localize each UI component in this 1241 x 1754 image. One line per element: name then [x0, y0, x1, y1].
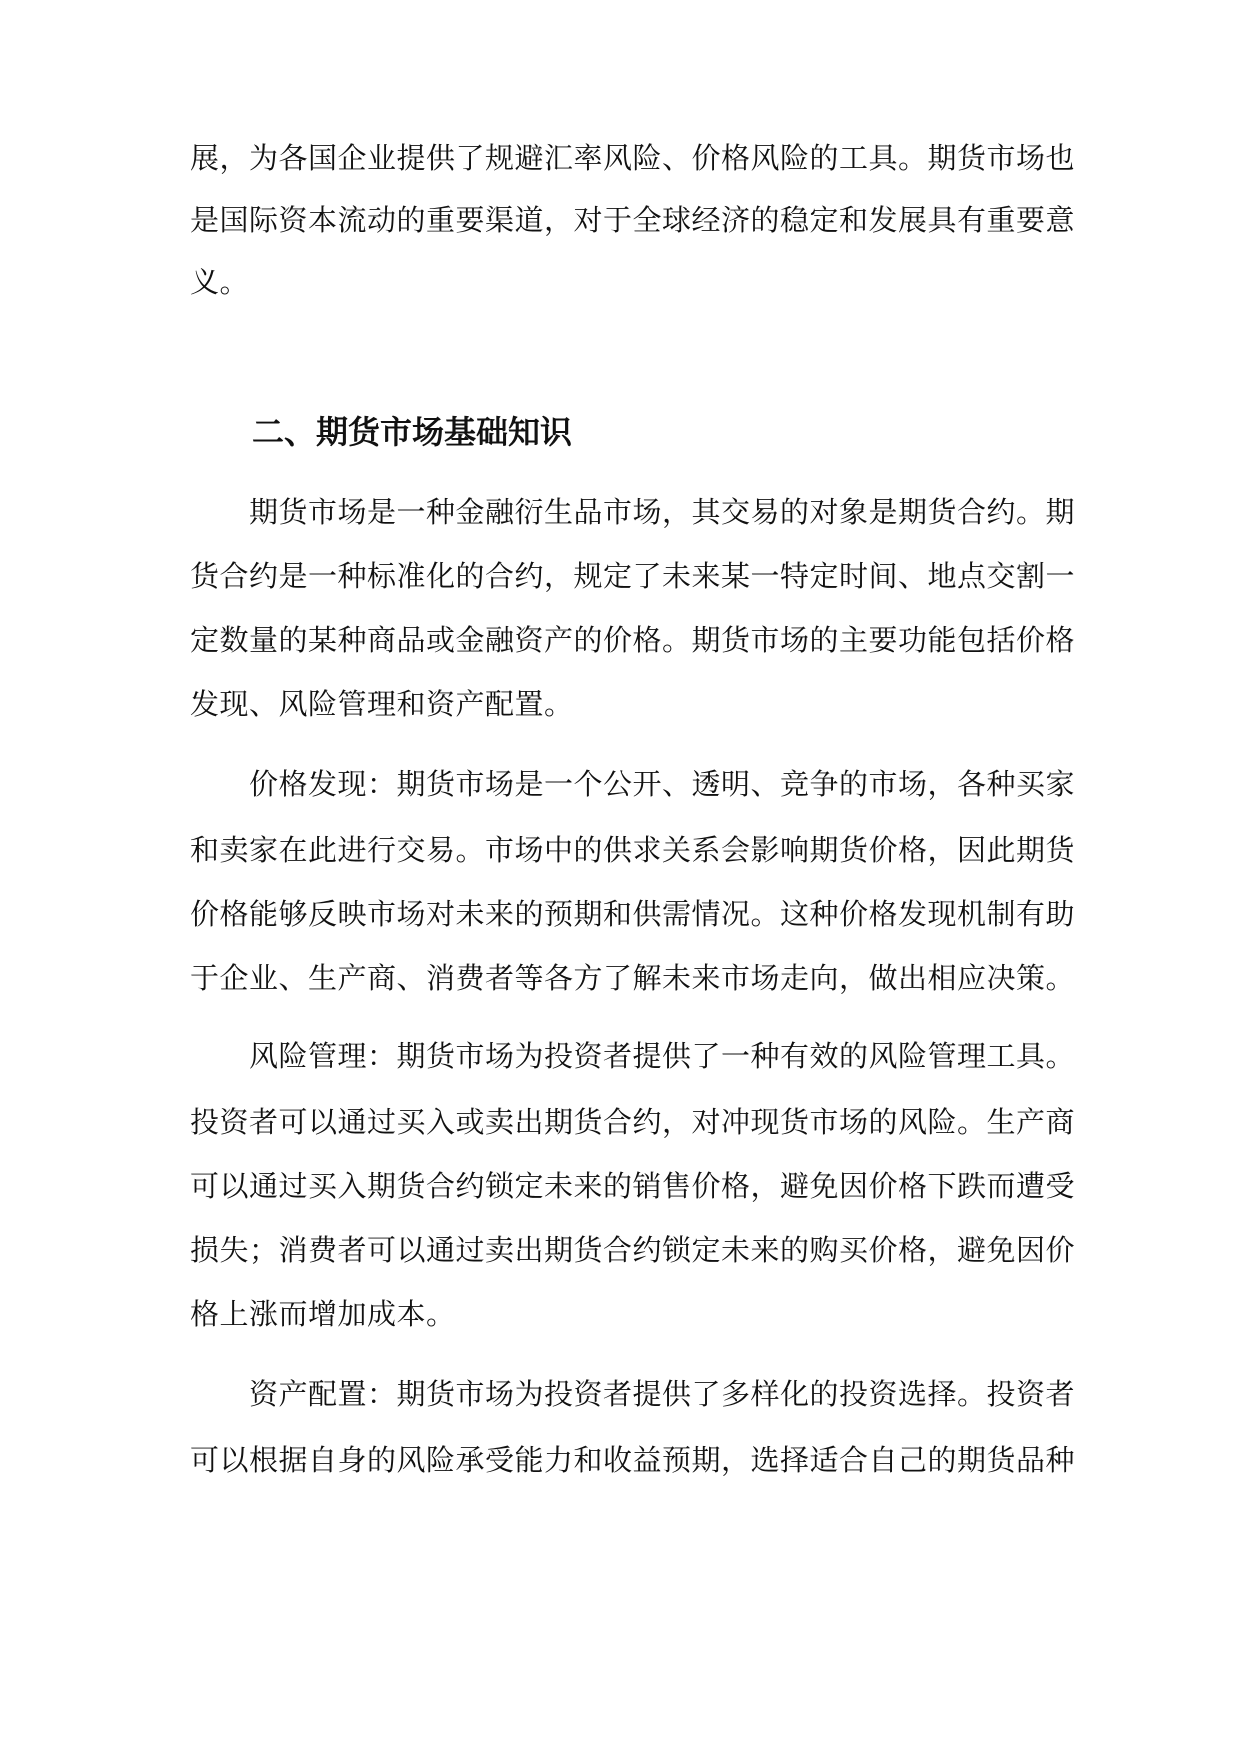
paragraph-line: 和卖家在此进行交易。市场中的供求关系会影响期货价格，因此期货	[190, 833, 1076, 867]
paragraph-line: 可以通过买入期货合约锁定未来的销售价格，避免因价格下跌而遭受	[190, 1169, 1076, 1203]
intro-line: 展，为各国企业提供了规避汇率风险、价格风险的工具。期货市场也	[190, 141, 1076, 175]
paragraph-line: 投资者可以通过买入或卖出期货合约，对冲现货市场的风险。生产商	[190, 1105, 1076, 1139]
section-heading: 二、期货市场基础知识	[252, 413, 573, 451]
paragraph-line: 损失；消费者可以通过卖出期货合约锁定未来的购买价格，避免因价	[190, 1233, 1076, 1267]
paragraph-line: 定数量的某种商品或金融资产的价格。期货市场的主要功能包括价格	[190, 623, 1076, 657]
paragraph-line: 风险管理：期货市场为投资者提供了一种有效的风险管理工具。	[190, 1039, 1076, 1073]
paragraph-line: 期货市场是一种金融衍生品市场，其交易的对象是期货合约。期	[190, 495, 1076, 529]
paragraph-line: 发现、风险管理和资产配置。	[190, 687, 574, 721]
intro-line: 是国际资本流动的重要渠道，对于全球经济的稳定和发展具有重要意	[190, 203, 1076, 237]
paragraph-line: 货合约是一种标准化的合约，规定了未来某一特定时间、地点交割一	[190, 559, 1076, 593]
paragraph-line: 价格能够反映市场对未来的预期和供需情况。这种价格发现机制有助	[190, 897, 1076, 931]
paragraph-line: 于企业、生产商、消费者等各方了解未来市场走向，做出相应决策。	[190, 961, 1076, 995]
paragraph-line: 可以根据自身的风险承受能力和收益预期，选择适合自己的期货品种	[190, 1443, 1076, 1477]
paragraph-line: 格上涨而增加成本。	[190, 1297, 456, 1331]
paragraph-line: 资产配置：期货市场为投资者提供了多样化的投资选择。投资者	[190, 1377, 1076, 1411]
intro-line: 义。	[190, 265, 250, 299]
paragraph-line: 价格发现：期货市场是一个公开、透明、竞争的市场，各种买家	[190, 767, 1076, 801]
